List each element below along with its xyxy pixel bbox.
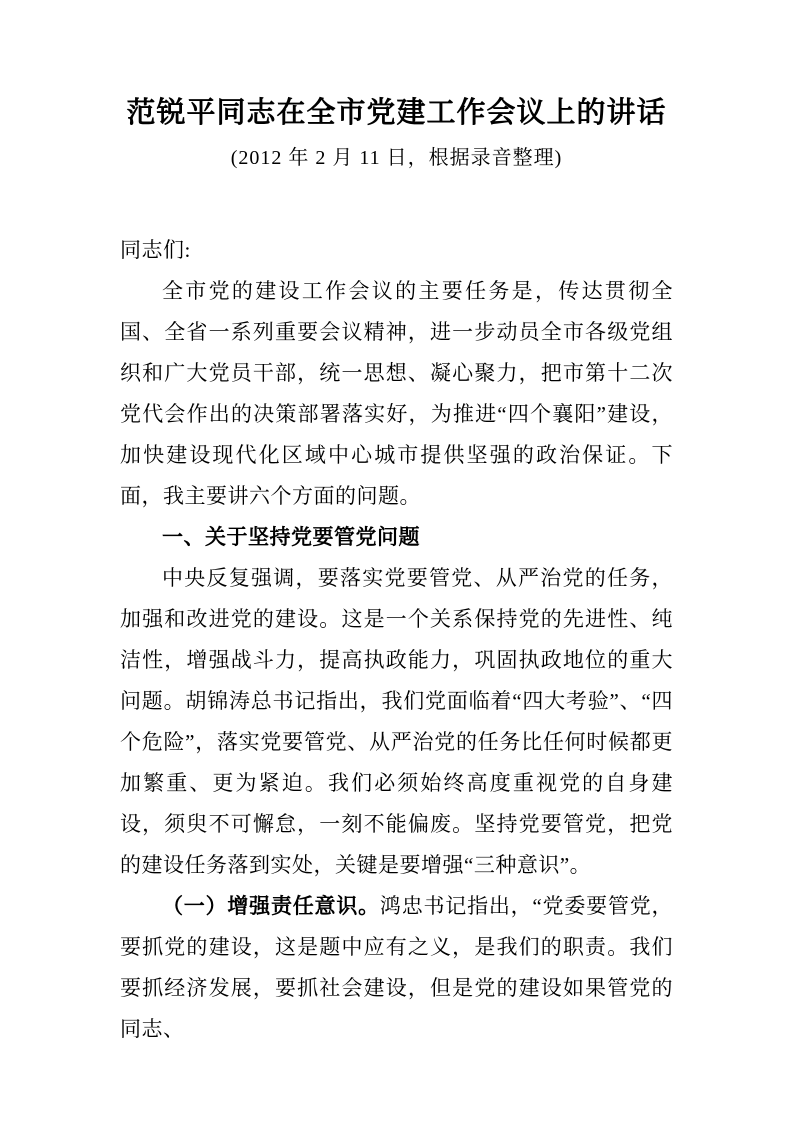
section-one-paragraph: 中央反复强调，要落实党要管党、从严治党的任务，加强和改进党的建设。这是一个关系保持党的先进性、纯洁性，增强战斗力，提高执政能力，巩固执政地位的重大问题。胡锦涛总书记指出，我们党面临着“四大考验”、“四个危险”，落实党要管党、从严治党的任务比任何时候都更加繁重、更为紧迫。我们必须始终高度重视党的自身建设，须臾不可懈怠，一刻不能偏废。坚持党要管党，把党的建设任务落到实处，关键是要增强“三种意识”。 [120, 566, 673, 877]
intro-paragraph: 全市党的建设工作会议的主要任务是，传达贯彻全国、全省一系列重要会议精神，进一步动员全市各级党组织和广大党员干部，统一思想、凝心聚力，把市第十二次党代会作出的决策部署落实好，为推进“四个襄阳”建设，加快建设现代化区域中心城市提供坚强的政治保证。下面，我主要讲六个方面的问题。 [120, 279, 673, 508]
item-one-paragraph [120, 886, 673, 1050]
item-one-text: 鸿忠书记指出，“党委要管党，要抓党的建设，这是题中应有之义，是我们的职责。我们要抓经济发展，要抓社会建设，但是党的建设如果管党的同志、 [120, 894, 673, 1041]
salutation: 同志们: [120, 238, 191, 262]
document-body [120, 230, 673, 1050]
document-title: 范锐平同志在全市党建工作会议上的讲话 [126, 97, 667, 129]
item-one-lead: （一）增强责任意识。 [162, 894, 380, 918]
section-one-heading: 一、关于坚持党要管党问题 [162, 526, 420, 549]
document-dateline: (2012 年 2 月 11 日，根据录音整理) [230, 147, 563, 169]
